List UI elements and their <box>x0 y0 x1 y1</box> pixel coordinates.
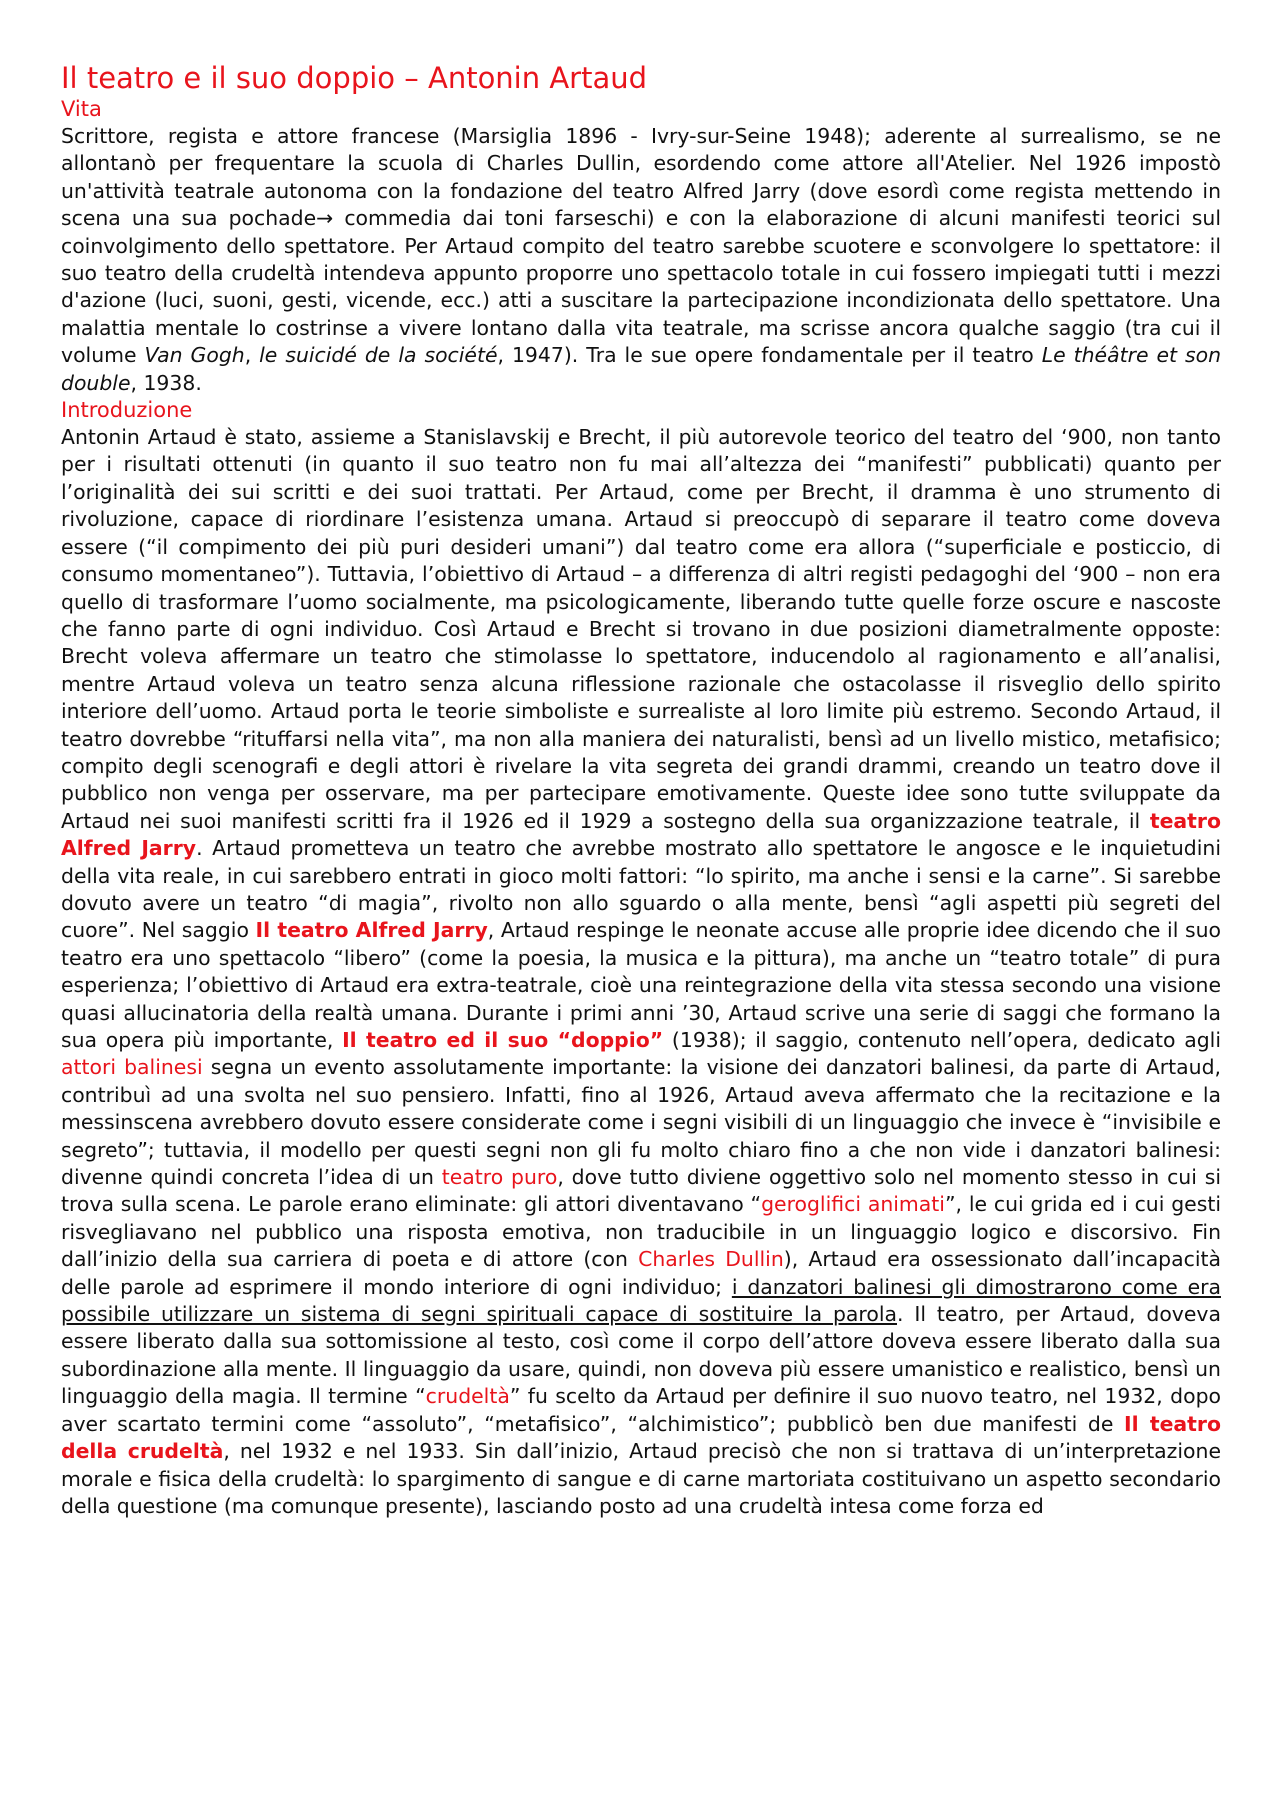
vita-text-1: Scrittore, regista e attore francese (Marsiglia 1896 - Ivry-sur-Seine 1948); aderente al surrealismo, se ne allontanò per frequentare la scuola di Charles Dullin, esordendo come attore all'Atelier. Nel 1926 impostò un'attività teatrale autonoma con la fondazione del teatro Alfred Jarry (dove esordì come regista mettendo in scena una sua pochade <box>61 124 1221 231</box>
intro-text-9: . Il teatro, per Artaud, doveva essere liberato dalla sua sottomissione al testo, così come il corpo dell’attore doveva essere liberato dalla sua subordinazione alla mente. Il linguaggio da usare, quindi, non doveva più essere umanistico e realistico, bensì un linguaggio della magia. Il termine “ <box>61 1302 1221 1409</box>
vita-text-5: , 1938. <box>130 370 202 395</box>
keyword-crudelta: crudeltà <box>425 1384 510 1409</box>
keyword-attori-balinesi: attori balinesi <box>61 1055 203 1080</box>
keyword-il-teatro-alfred-jarry: Il teatro Alfred Jarry <box>255 918 488 943</box>
keyword-teatro-della-crudelta: Il teatro della crudeltà <box>61 1411 1221 1464</box>
intro-text-3: , Artaud respinge le neonate accuse alle proprie idee dicendo che il suo teatro era uno spettacolo “libero” (come la poesia, la musica e la pittura), ma anche un “teatro totale” di pura esperienza; l’obiettivo di Artaud era extra-teatrale, cioè una reintegrazione della vita stessa secondo una visione quasi allucinatoria della realtà umana. Durante i primi anni ’30, Artaud scrive una serie di saggi che formano la sua opera più importante, <box>61 918 1221 1052</box>
keyword-il-teatro-doppio: Il teatro ed il suo “doppio” <box>342 1028 664 1052</box>
intro-text-2: . Artaud prometteva un teatro che avrebbe mostrato allo spettatore le angosce e le inquietudini della vita reale, in cui sarebbero entrati in gioco molti fattori: “lo spirito, ma anche i sensi e la carne”. Si sarebbe dovuto avere un teatro “di magia”, rivolto non allo sguardo o alla mente, bensì “agli aspetti più segreti del cuore”. Nel saggio <box>61 836 1221 943</box>
document-page <box>61 60 1221 1520</box>
intro-text-10: ” fu scelto da Artaud per definire il suo nuovo teatro, nel 1932, dopo aver scartato termini come “assoluto”, “metafisico”, “alchimistico”; pubblicò ben due manifesti de <box>61 1384 1221 1436</box>
vita-text-4: , 1947). Tra le sue opere fondamentale per il teatro <box>497 343 1042 368</box>
work-title-theatre-double: Le théâtre et son double <box>61 343 1221 395</box>
paragraph-vita <box>61 123 1221 397</box>
underlined-passage: i danzatori balinesi gli dimostrarono come era possibile utilizzare un sistema di segni spirituali capace di sostituire la parola <box>61 1274 1221 1327</box>
arrow-icon: → <box>316 206 334 231</box>
section-heading-introduzione: Introduzione <box>61 398 193 423</box>
paragraph-introduzione <box>61 424 1221 1520</box>
section-heading-vita: Vita <box>61 97 102 121</box>
keyword-geroglifici-animati: geroglifici animati <box>761 1192 945 1217</box>
work-title-suicide: le suicidé de la société <box>259 343 498 368</box>
intro-text-5: segna un evento assolutamente importante: la visione dei danzatori balinesi, da parte di Artaud, contribuì ad una svolta nel suo pensiero. Infatti, fino al 1926, Artaud aveva affermato che la recitazione e la messinscena avrebbero dovuto essere considerate come i segni visibili di un linguaggio che invece è “invisibile e segreto”; tuttavia, il modello per questi segni non gli fu molto chiaro fino a che non vide i danzatori balinesi: divenne quindi concreta l’idea di un <box>61 1055 1221 1190</box>
keyword-teatro-alfred-jarry: teatro Alfred Jarry <box>61 808 1221 861</box>
intro-text-4: (1938); il saggio, contenuto nell’opera, dedicato agli <box>663 1028 1221 1052</box>
vita-text-2: commedia dai toni farseschi) e con la elaborazione di alcuni manifesti teorici sul coinvolgimento dello spettatore. Per Artaud compito del teatro sarebbe scuotere e sconvolgere lo spettatore: il suo teatro della crudeltà intendeva appunto proporre uno spettacolo totale in cui fossero impiegati tutti i mezzi d'azione (luci, suoni, gesti, vicende, ecc.) atti a suscitare la partecipazione incondizionata dello spettatore. Una malattia mentale lo costrinse a vivere lontano dalla vita teatrale, ma scrisse ancora qualche saggio (tra cui il volume <box>61 206 1221 368</box>
intro-text-6: , dove tutto diviene oggettivo solo nel momento stesso in cui si trova sulla scena. Le parole erano eliminate: gli attori diventavano “ <box>61 1165 1221 1217</box>
intro-text-1: Antonin Artaud è stato, assieme a Stanislavskij e Brecht, il più autorevole teorico del teatro del ‘900, non tanto per i risultati ottenuti (in quanto il suo teatro non fu mai all’altezza dei “manifesti” pubblicati) quanto per l’originalità dei sui scritti e dei suoi trattati. Per Artaud, come per Brecht, il dramma è uno strumento di rivoluzione, capace di riordinare l’esistenza umana. Artaud si preoccupò di separare il teatro come doveva essere (“il compimento dei più puri desideri umani”) dal teatro come era allora (“superficiale e posticcio, di consumo momentaneo”). Tuttavia, l’obiettivo di Artaud – a differenza di altri registi pedagoghi del ‘900 – non era quello di trasformare l’uomo socialmente, ma psicologicamente, liberando tutte quelle forze oscure e nascoste che fanno parte di ogni individuo. Così Artaud e Brecht si trovano in due posizioni diametralmente opposte: Brecht voleva affermare un teatro che stimolasse lo spettatore, inducendolo al ragionamento e all’analisi, mentre Artaud voleva un teatro senza alcuna riflessione razionale che ostacolasse il risveglio dello spirito interiore dell’uomo. Artaud porta le teorie simboliste e surrealiste al loro limite più estremo. Secondo Artaud, il teatro dovrebbe “rituffarsi nella vita”, ma non alla maniera dei naturalisti, bensì ad un livello mistico, metafisico; compito degli scenografi e degli attori è rivelare la vita segreta dei grandi drammi, creando un teatro dove il pubblico non venga per osservare, ma per partecipare emotivamente. Queste idee sono tutte sviluppate da Artaud nei suoi manifesti scritti fra il 1926 ed il 1929 a sostegno della sua organizzazione teatrale, il <box>61 425 1221 833</box>
keyword-teatro-puro: teatro puro <box>441 1165 558 1190</box>
vita-text-3: , <box>244 343 260 368</box>
work-title-van-gogh: Van Gogh <box>144 343 245 368</box>
keyword-charles-dullin: Charles Dullin <box>638 1247 784 1272</box>
intro-text-7: ”, le cui grida ed i cui gesti risvegliavano nel pubblico una risposta emotiva, non traducibile in un linguaggio logico e discorsivo. Fin dall’inizio della sua carriera di poeta e di attore (con <box>61 1192 1221 1272</box>
intro-text-11: , nel 1932 e nel 1933. Sin dall’inizio, Artaud precisò che non si trattava di un’interpretazione morale e fisica della crudeltà: lo spargimento di sangue e di carne martoriata costituivano un aspetto secondario della questione (ma comunque presente), lasciando posto ad una crudeltà intesa come forza ed <box>61 1439 1221 1518</box>
document-title: Il teatro e il suo doppio – Antonin Artaud <box>61 61 648 95</box>
intro-text-8: ), Artaud era ossessionato dall’incapacità delle parole ad esprimere il mondo interiore di ogni individuo; <box>61 1247 1221 1299</box>
